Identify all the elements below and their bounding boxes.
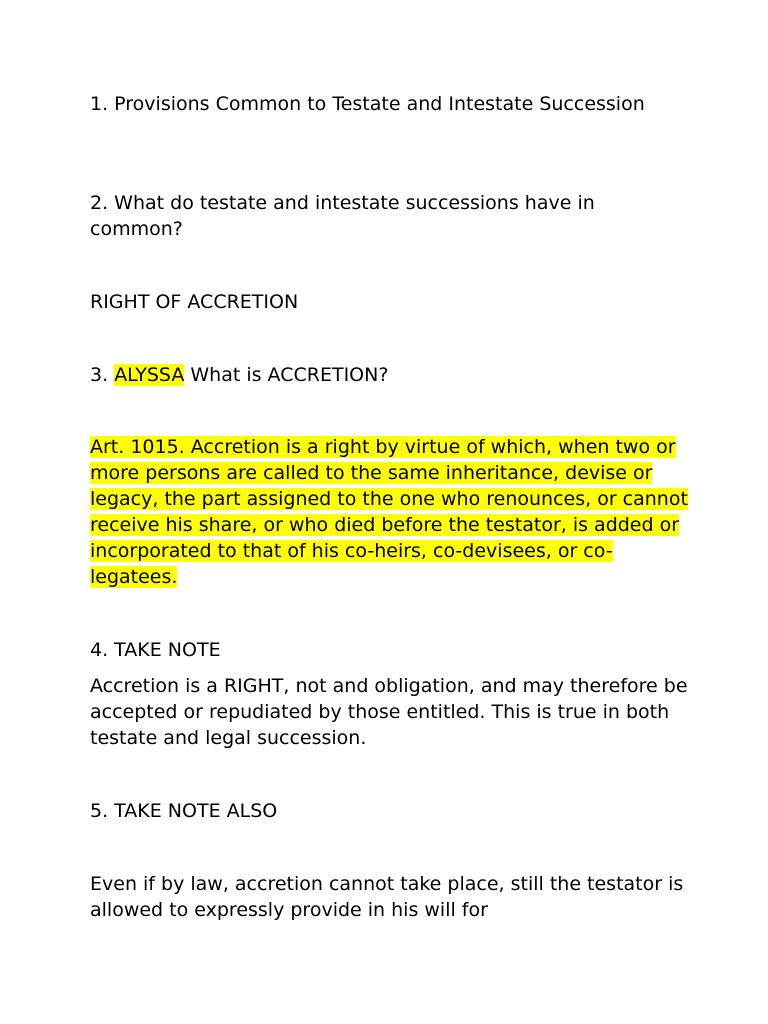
item-3-number: 3.: [90, 364, 109, 386]
section-heading: RIGHT OF ACCRETION: [90, 291, 299, 313]
item-2-question: 2. What do testate and intestate successions have in common?: [90, 192, 595, 240]
item-4-heading: 4. TAKE NOTE: [90, 639, 221, 661]
item-3-text: What is ACCRETION?: [190, 364, 389, 386]
item-1-heading: 1. Provisions Common to Testate and Intestate Succession: [90, 93, 645, 115]
article-1015-quote: [90, 434, 690, 590]
item-5-heading: 5. TAKE NOTE ALSO: [90, 800, 278, 822]
item-4-body: Accretion is a RIGHT, not and obligation, and may therefore be accepted or repudiated by those entitled. This is true in both testate and legal succession.: [90, 675, 688, 749]
article-1015-text: Art. 1015. Accretion is a right by virtue of which, when two or more persons are called to the same inheritance, devise or legacy, the part assigned to the one who renounces, or cannot receive his share, or who died before the testator, is added or incorporated to that of his co-heirs, co-devisees, or co-legatees.: [90, 436, 688, 588]
item-3-question: [90, 362, 690, 388]
highlighted-name: ALYSSA: [114, 364, 185, 386]
item-5-body: Even if by law, accretion cannot take place, still the testator is allowed to expressly provide in his will for: [90, 873, 684, 921]
